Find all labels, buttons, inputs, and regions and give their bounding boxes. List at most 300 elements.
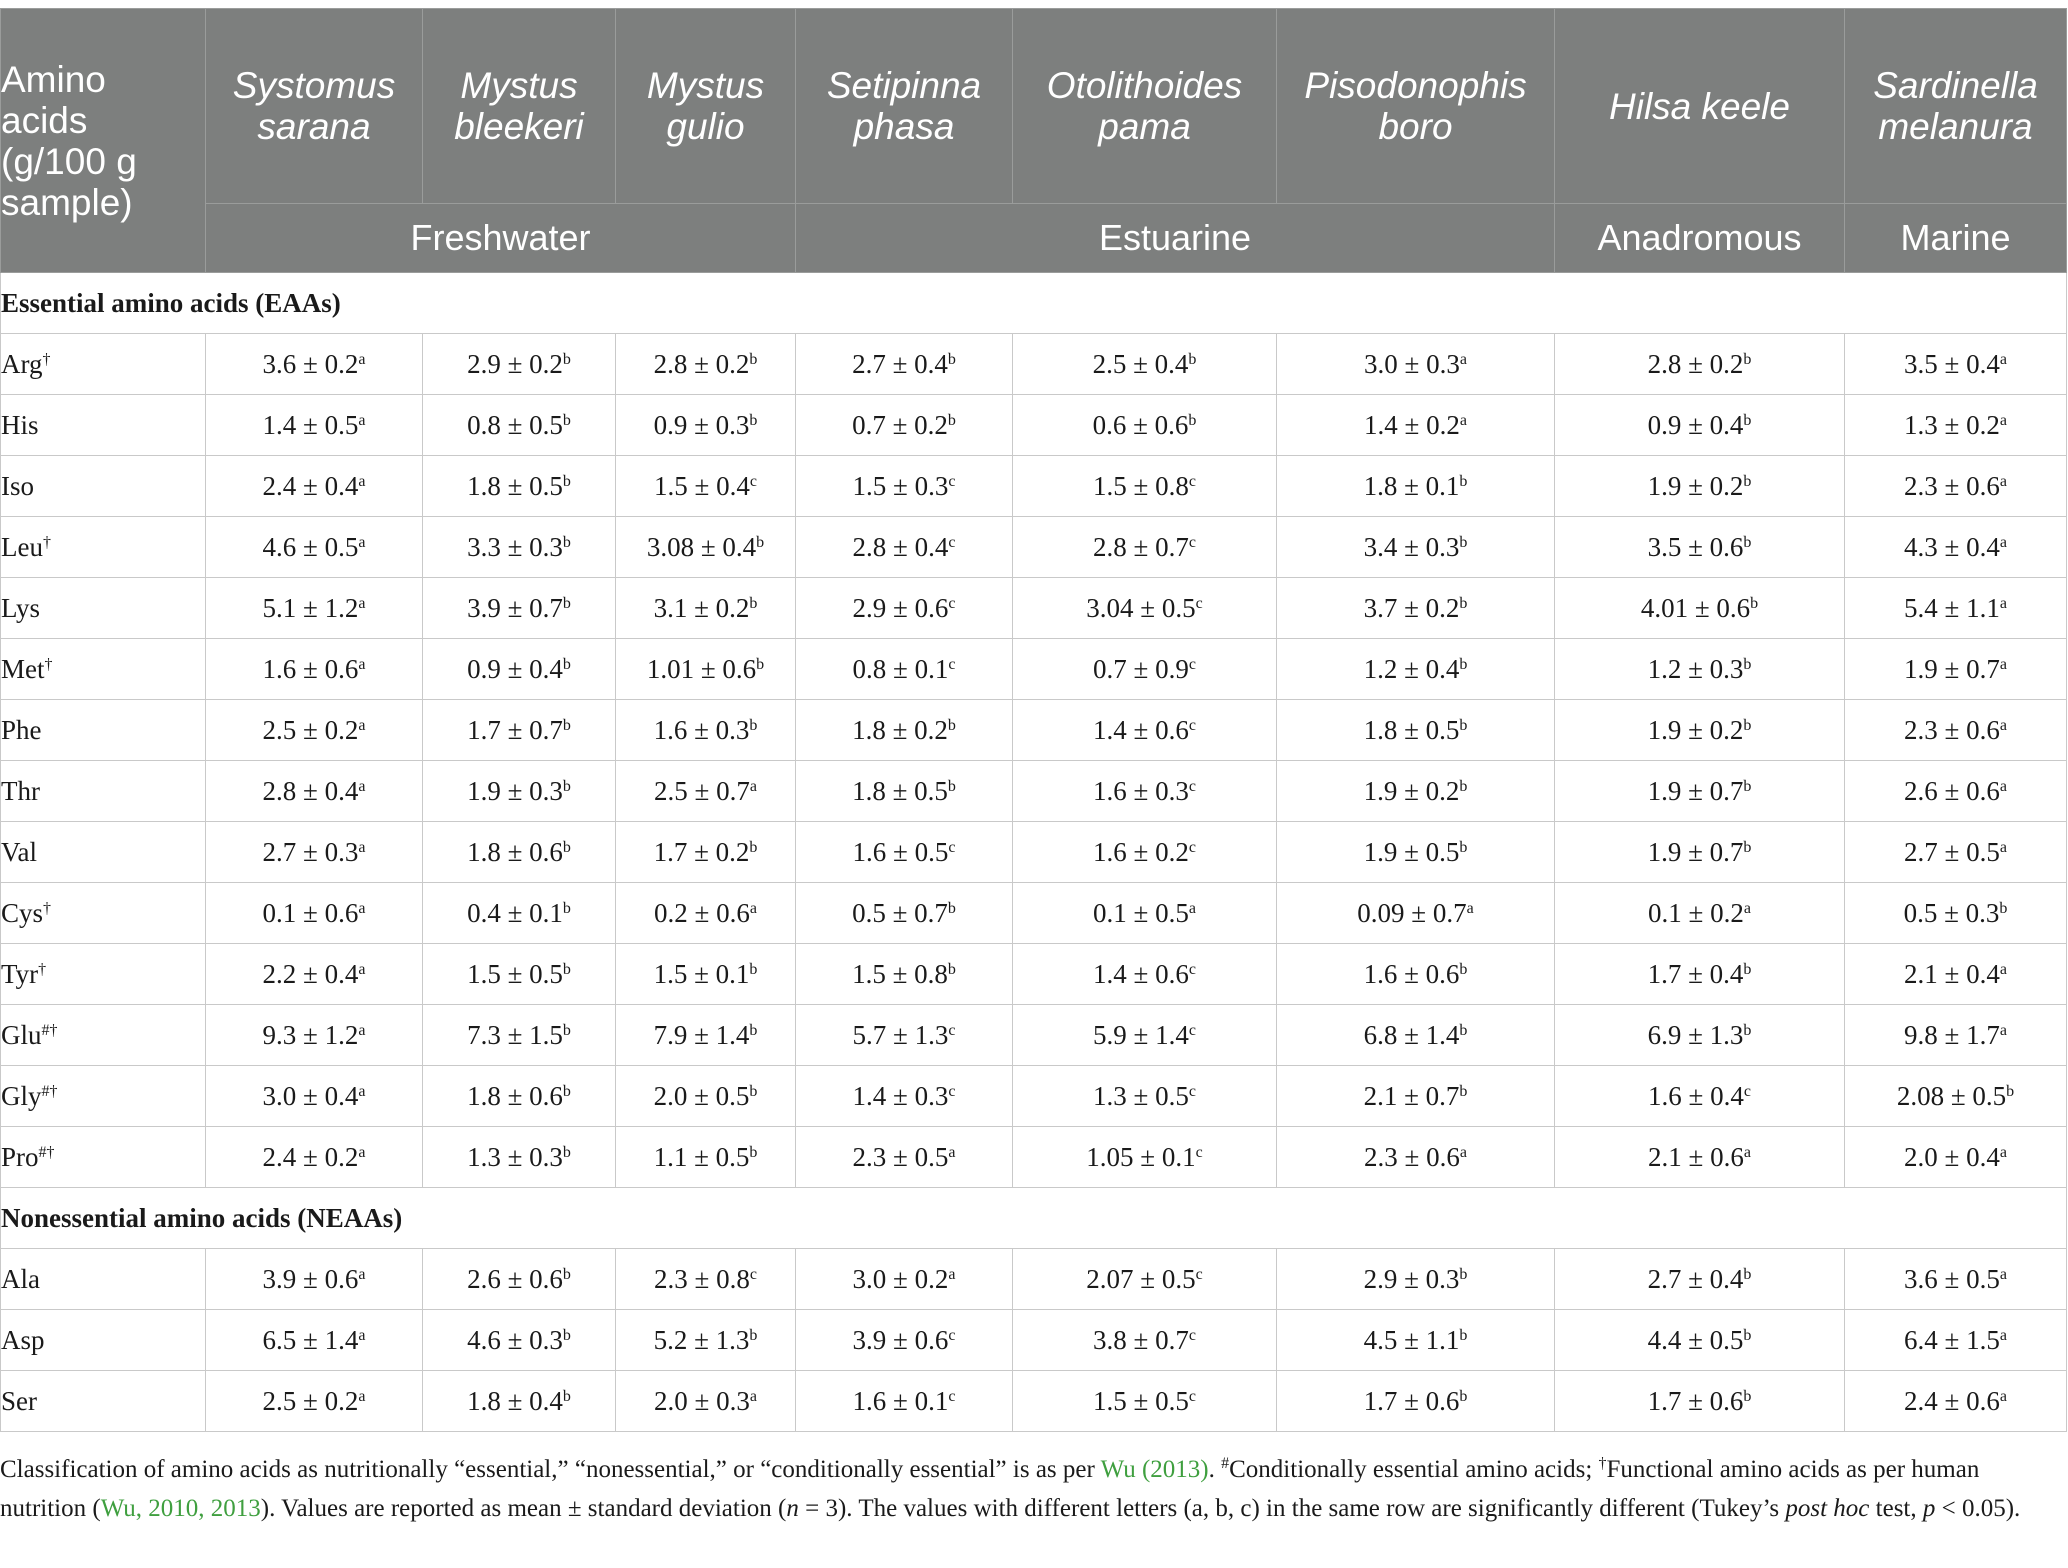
significance-letter: a (358, 899, 366, 917)
mean-sd-value: 2.9 ± 0.6 (852, 592, 949, 623)
significance-letter: b (562, 594, 571, 612)
value-cell (616, 517, 796, 578)
mean-sd-value: 1.5 ± 0.3 (852, 470, 949, 501)
value-cell (423, 761, 616, 822)
mean-sd-value: 3.08 ± 0.4 (646, 531, 757, 562)
mean-sd-value: 2.1 ± 0.7 (1363, 1080, 1460, 1111)
amino-acids-column-header: Amino acids (g/100 g sample) (1, 9, 206, 273)
mean-sd-value: 2.7 ± 0.4 (1647, 1263, 1744, 1294)
mean-sd-value: 2.7 ± 0.3 (262, 836, 359, 867)
mean-sd-value: 1.01 ± 0.6 (646, 653, 757, 684)
significance-letter: b (562, 1082, 571, 1100)
significance-letter: b (1459, 777, 1468, 795)
value-cell (1555, 1005, 1845, 1066)
value-cell (423, 395, 616, 456)
amino-acid-name: Pro (1, 1141, 39, 1172)
value-cell (423, 1127, 616, 1188)
significance-letter: a (1188, 899, 1196, 917)
mean-sd-value: 0.7 ± 0.2 (852, 409, 948, 440)
amino-acid-cell (1, 1066, 206, 1127)
section-title: Essential amino acids (EAAs) (1, 273, 2067, 334)
significance-letter: b (562, 960, 571, 978)
significance-letter: c (948, 838, 956, 856)
value-cell (423, 456, 616, 517)
value-cell (616, 334, 796, 395)
mean-sd-value: 9.3 ± 1.2 (262, 1019, 359, 1050)
value-cell (796, 1249, 1013, 1310)
value-cell (206, 334, 423, 395)
significance-letter: c (948, 594, 956, 612)
mean-sd-value: 6.9 ± 1.3 (1647, 1019, 1744, 1050)
species-header-otolithoides-pama: Otolithoides pama (1013, 9, 1277, 204)
significance-letter: b (562, 1387, 571, 1405)
significance-letter: b (1459, 1265, 1468, 1283)
mean-sd-value: 2.07 ± 0.5 (1086, 1263, 1196, 1294)
value-cell (206, 1005, 423, 1066)
amino-acid-name: Val (1, 836, 37, 867)
significance-letter: a (749, 777, 757, 795)
value-cell (1845, 395, 2067, 456)
significance-letter: b (562, 411, 571, 429)
mean-sd-value: 2.4 ± 0.4 (262, 470, 359, 501)
value-cell (1845, 1249, 2067, 1310)
value-cell (1277, 334, 1555, 395)
significance-letter: b (1459, 960, 1468, 978)
mean-sd-value: 1.8 ± 0.2 (852, 714, 948, 745)
significance-letter: a (1999, 533, 2007, 551)
significance-letter: b (1743, 1021, 1752, 1039)
value-cell (1277, 395, 1555, 456)
mean-sd-value: 0.9 ± 0.3 (653, 409, 750, 440)
value-cell (1013, 456, 1277, 517)
mean-sd-value: 3.9 ± 0.6 (262, 1263, 359, 1294)
amino-acid-mark: #† (38, 1143, 55, 1161)
habitat-anadromous: Anadromous (1555, 204, 1845, 273)
value-cell (206, 944, 423, 1005)
value-cell (616, 1005, 796, 1066)
mean-sd-value: 2.3 ± 0.5 (852, 1141, 949, 1172)
value-cell (1013, 395, 1277, 456)
value-cell (1555, 944, 1845, 1005)
amino-acid-name: Ser (1, 1385, 37, 1416)
significance-letter: b (562, 1021, 571, 1039)
significance-letter: a (1999, 716, 2007, 734)
value-cell (206, 1066, 423, 1127)
significance-letter: a (358, 777, 366, 795)
mean-sd-value: 2.8 ± 0.4 (852, 531, 949, 562)
species-header-setipinna-phasa: Setipinna phasa (796, 9, 1013, 204)
value-cell (1277, 761, 1555, 822)
mean-sd-value: 0.7 ± 0.9 (1093, 653, 1189, 684)
mean-sd-value: 3.04 ± 0.5 (1086, 592, 1196, 623)
value-cell (423, 639, 616, 700)
table-row (1, 1249, 2067, 1310)
value-cell (616, 761, 796, 822)
mean-sd-value: 1.7 ± 0.4 (1647, 958, 1744, 989)
value-cell (1277, 1127, 1555, 1188)
amino-acid-cell (1, 761, 206, 822)
section-header-row (1, 1188, 2067, 1249)
mean-sd-value: 1.9 ± 0.5 (1363, 836, 1460, 867)
mean-sd-value: 3.3 ± 0.3 (467, 531, 563, 562)
species-header-sardinella-melanura: Sardinella melanura (1845, 9, 2067, 204)
value-cell (796, 822, 1013, 883)
table-row (1, 334, 2067, 395)
mean-sd-value: 4.6 ± 0.5 (262, 531, 359, 562)
value-cell (1555, 1066, 1845, 1127)
value-cell (1277, 944, 1555, 1005)
mean-sd-value: 2.2 ± 0.4 (262, 958, 359, 989)
mean-sd-value: 1.5 ± 0.5 (1093, 1385, 1189, 1416)
value-cell (1555, 1249, 1845, 1310)
value-cell (206, 1127, 423, 1188)
significance-letter: b (562, 1326, 571, 1344)
value-cell (1845, 761, 2067, 822)
amino-acid-name: Lys (1, 592, 41, 623)
value-cell (1555, 883, 1845, 944)
mean-sd-value: 0.8 ± 0.5 (467, 409, 563, 440)
significance-letter: a (1999, 594, 2007, 612)
footnote-text: . (1208, 1456, 1222, 1483)
value-cell (1555, 578, 1845, 639)
mean-sd-value: 7.9 ± 1.4 (653, 1019, 750, 1050)
amino-acid-cell (1, 395, 206, 456)
significance-letter: c (1195, 594, 1203, 612)
mean-sd-value: 1.3 ± 0.2 (1904, 409, 2000, 440)
value-cell (1277, 883, 1555, 944)
value-cell (796, 761, 1013, 822)
significance-letter: b (947, 716, 956, 734)
amino-acid-mark: † (42, 350, 51, 368)
value-cell (1013, 883, 1277, 944)
mean-sd-value: 1.6 ± 0.4 (1648, 1080, 1744, 1111)
value-cell (1277, 517, 1555, 578)
mean-sd-value: 1.8 ± 0.5 (1363, 714, 1460, 745)
significance-letter: b (1743, 533, 1752, 551)
value-cell (616, 1127, 796, 1188)
significance-letter: a (1743, 1143, 1751, 1161)
amino-acid-cell (1, 1310, 206, 1371)
value-cell (423, 1371, 616, 1432)
amino-acid-cell (1, 517, 206, 578)
mean-sd-value: 2.0 ± 0.4 (1904, 1141, 2000, 1172)
significance-letter: a (358, 350, 366, 368)
section-header-row (1, 273, 2067, 334)
mean-sd-value: 3.5 ± 0.6 (1647, 531, 1744, 562)
value-cell (206, 1249, 423, 1310)
significance-letter: b (1743, 472, 1752, 490)
significance-letter: c (1195, 1265, 1203, 1283)
mean-sd-value: 3.7 ± 0.2 (1363, 592, 1460, 623)
habitat-header-row (1, 204, 2067, 273)
amino-acid-name: Ala (1, 1263, 40, 1294)
significance-letter: b (562, 1265, 571, 1283)
significance-letter: a (358, 1265, 366, 1283)
significance-letter: c (1188, 777, 1196, 795)
mean-sd-value: 0.6 ± 0.6 (1092, 409, 1189, 440)
mean-sd-value: 3.6 ± 0.2 (262, 348, 359, 379)
mean-sd-value: 0.2 ± 0.6 (654, 897, 750, 928)
mean-sd-value: 0.9 ± 0.4 (1647, 409, 1744, 440)
amino-acid-cell (1, 700, 206, 761)
significance-letter: c (948, 1082, 956, 1100)
significance-letter: a (1466, 899, 1474, 917)
mean-sd-value: 1.2 ± 0.3 (1647, 653, 1744, 684)
footnote-citation-link[interactable]: Wu, 2010, 2013 (100, 1495, 261, 1522)
significance-letter: b (1743, 655, 1752, 673)
value-cell (1013, 1310, 1277, 1371)
amino-acid-mark: #† (41, 1082, 58, 1100)
mean-sd-value: 4.5 ± 1.1 (1363, 1324, 1460, 1355)
value-cell (1277, 822, 1555, 883)
significance-letter: a (948, 1143, 956, 1161)
amino-acid-mark: † (38, 960, 47, 978)
species-header-mystus-gulio: Mystus gulio (616, 9, 796, 204)
mean-sd-value: 1.6 ± 0.5 (852, 836, 949, 867)
value-cell (423, 1005, 616, 1066)
mean-sd-value: 1.9 ± 0.2 (1647, 714, 1744, 745)
value-cell (423, 1249, 616, 1310)
significance-letter: c (749, 1265, 757, 1283)
amino-acid-name: Gly (1, 1080, 42, 1111)
mean-sd-value: 5.1 ± 1.2 (262, 592, 359, 623)
mean-sd-value: 1.4 ± 0.5 (262, 409, 359, 440)
value-cell (1555, 1371, 1845, 1432)
amino-acid-cell (1, 944, 206, 1005)
value-cell (423, 822, 616, 883)
significance-letter: c (1188, 655, 1196, 673)
footnote-italic-p: p (1922, 1495, 1936, 1522)
amino-acid-cell (1, 883, 206, 944)
mean-sd-value: 1.8 ± 0.1 (1363, 470, 1460, 501)
significance-letter: b (1999, 899, 2008, 917)
significance-letter: a (1999, 960, 2007, 978)
mean-sd-value: 3.9 ± 0.7 (467, 592, 563, 623)
mean-sd-value: 9.8 ± 1.7 (1904, 1019, 2000, 1050)
significance-letter: a (358, 716, 366, 734)
significance-letter: b (749, 411, 758, 429)
value-cell (1013, 517, 1277, 578)
significance-letter: c (948, 533, 956, 551)
significance-letter: a (358, 960, 366, 978)
mean-sd-value: 5.9 ± 1.4 (1093, 1019, 1189, 1050)
significance-letter: a (358, 655, 366, 673)
mean-sd-value: 2.8 ± 0.4 (262, 775, 359, 806)
mean-sd-value: 4.6 ± 0.3 (467, 1324, 563, 1355)
significance-letter: b (1459, 594, 1468, 612)
value-cell (1013, 334, 1277, 395)
mean-sd-value: 1.4 ± 0.2 (1364, 409, 1460, 440)
value-cell (1845, 639, 2067, 700)
footnote-citation-link[interactable]: Wu (2013) (1100, 1456, 1209, 1483)
significance-letter: c (1188, 960, 1196, 978)
significance-letter: b (562, 838, 571, 856)
value-cell (796, 456, 1013, 517)
value-cell (1013, 578, 1277, 639)
footnote-text: Conditionally essential amino acids; (1229, 1456, 1599, 1483)
value-cell (1277, 1066, 1555, 1127)
mean-sd-value: 1.6 ± 0.3 (653, 714, 750, 745)
significance-letter: a (1459, 350, 1467, 368)
mean-sd-value: 2.0 ± 0.5 (653, 1080, 750, 1111)
significance-letter: b (947, 411, 956, 429)
mean-sd-value: 1.5 ± 0.4 (654, 470, 750, 501)
value-cell (206, 1310, 423, 1371)
value-cell (616, 822, 796, 883)
value-cell (1555, 639, 1845, 700)
value-cell (1555, 761, 1845, 822)
value-cell (206, 883, 423, 944)
value-cell (423, 517, 616, 578)
amino-acid-cell (1, 1249, 206, 1310)
mean-sd-value: 1.5 ± 0.8 (1093, 470, 1189, 501)
significance-letter: c (1188, 716, 1196, 734)
mean-sd-value: 0.1 ± 0.2 (1648, 897, 1744, 928)
significance-letter: b (1743, 350, 1752, 368)
mean-sd-value: 0.4 ± 0.1 (467, 897, 563, 928)
value-cell (796, 334, 1013, 395)
significance-letter: a (358, 472, 366, 490)
significance-letter: b (562, 655, 571, 673)
significance-letter: c (1188, 1387, 1196, 1405)
species-header-hilsa-keele: Hilsa keele (1555, 9, 1845, 204)
significance-letter: c (948, 1326, 956, 1344)
significance-letter: b (749, 1326, 758, 1344)
table-row (1, 456, 2067, 517)
mean-sd-value: 0.5 ± 0.3 (1903, 897, 2000, 928)
significance-letter: a (358, 411, 366, 429)
significance-letter: c (948, 1387, 956, 1405)
species-header-row (1, 9, 2067, 204)
value-cell (206, 578, 423, 639)
mean-sd-value: 3.6 ± 0.5 (1904, 1263, 2000, 1294)
value-cell (796, 883, 1013, 944)
value-cell (1555, 700, 1845, 761)
value-cell (206, 761, 423, 822)
value-cell (1013, 761, 1277, 822)
significance-letter: b (749, 838, 758, 856)
value-cell (1845, 822, 2067, 883)
value-cell (796, 1310, 1013, 1371)
value-cell (796, 578, 1013, 639)
significance-letter: b (562, 777, 571, 795)
amino-acid-name: Phe (1, 714, 42, 745)
value-cell (1277, 1005, 1555, 1066)
significance-letter: a (1999, 411, 2007, 429)
mean-sd-value: 2.6 ± 0.6 (467, 1263, 563, 1294)
significance-letter: a (358, 838, 366, 856)
significance-letter: b (1743, 777, 1752, 795)
value-cell (616, 1371, 796, 1432)
amino-acid-cell (1, 334, 206, 395)
significance-letter: a (1999, 1143, 2007, 1161)
mean-sd-value: 1.5 ± 0.1 (653, 958, 750, 989)
value-cell (616, 700, 796, 761)
significance-letter: a (1999, 838, 2007, 856)
significance-letter: a (1999, 1326, 2007, 1344)
significance-letter: b (1459, 655, 1468, 673)
amino-acid-name: Met (1, 653, 45, 684)
value-cell (796, 395, 1013, 456)
significance-letter: b (1459, 1082, 1468, 1100)
value-cell (1555, 395, 1845, 456)
significance-letter: b (1459, 1021, 1468, 1039)
significance-letter: a (1459, 411, 1467, 429)
significance-letter: b (749, 1082, 758, 1100)
mean-sd-value: 5.2 ± 1.3 (653, 1324, 750, 1355)
mean-sd-value: 1.4 ± 0.3 (852, 1080, 949, 1111)
mean-sd-value: 3.8 ± 0.7 (1093, 1324, 1189, 1355)
significance-letter: c (749, 472, 757, 490)
mean-sd-value: 2.4 ± 0.2 (262, 1141, 359, 1172)
mean-sd-value: 1.8 ± 0.6 (467, 1080, 563, 1111)
value-cell (206, 395, 423, 456)
section-title: Nonessential amino acids (NEAAs) (1, 1188, 2067, 1249)
significance-letter: a (358, 1326, 366, 1344)
value-cell (1555, 822, 1845, 883)
mean-sd-value: 4.4 ± 0.5 (1647, 1324, 1744, 1355)
value-cell (616, 1066, 796, 1127)
mean-sd-value: 1.9 ± 0.7 (1904, 653, 2000, 684)
significance-letter: b (562, 472, 571, 490)
table-row (1, 395, 2067, 456)
footnote-text: ). Values are reported as mean ± standard deviation ( (260, 1495, 787, 1522)
mean-sd-value: 0.5 ± 0.7 (852, 897, 948, 928)
value-cell (1277, 456, 1555, 517)
value-cell (796, 1066, 1013, 1127)
mean-sd-value: 1.9 ± 0.7 (1647, 775, 1744, 806)
footnote-dagger-mark: † (1598, 1455, 1607, 1472)
significance-letter: a (1999, 1387, 2007, 1405)
significance-letter: a (1999, 1265, 2007, 1283)
mean-sd-value: 2.08 ± 0.5 (1896, 1080, 2007, 1111)
mean-sd-value: 1.2 ± 0.4 (1363, 653, 1460, 684)
table-row (1, 761, 2067, 822)
value-cell (1555, 334, 1845, 395)
amino-acid-cell (1, 822, 206, 883)
amino-acid-name: His (1, 409, 39, 440)
table-row (1, 883, 2067, 944)
mean-sd-value: 2.5 ± 0.4 (1092, 348, 1189, 379)
amino-acid-name: Arg (1, 348, 43, 379)
amino-acid-mark: † (43, 899, 52, 917)
value-cell (423, 1066, 616, 1127)
table-row (1, 1127, 2067, 1188)
significance-letter: b (562, 350, 571, 368)
significance-letter: b (1459, 838, 1468, 856)
significance-letter: b (1743, 838, 1752, 856)
value-cell (616, 883, 796, 944)
mean-sd-value: 3.0 ± 0.2 (852, 1263, 949, 1294)
significance-letter: b (947, 960, 956, 978)
significance-letter: b (1743, 716, 1752, 734)
mean-sd-value: 2.3 ± 0.6 (1904, 714, 2000, 745)
value-cell (1013, 1005, 1277, 1066)
mean-sd-value: 2.3 ± 0.8 (654, 1263, 750, 1294)
footnote-text: test, (1869, 1495, 1923, 1522)
habitat-estuarine: Estuarine (796, 204, 1555, 273)
mean-sd-value: 2.7 ± 0.5 (1904, 836, 2000, 867)
value-cell (1277, 700, 1555, 761)
significance-letter: b (749, 350, 758, 368)
mean-sd-value: 2.8 ± 0.7 (1093, 531, 1189, 562)
mean-sd-value: 1.6 ± 0.6 (262, 653, 359, 684)
significance-letter: b (749, 594, 758, 612)
significance-letter: a (1999, 1021, 2007, 1039)
footnote-text: Classification of amino acids as nutritionally “essential,” “nonessential,” or “conditionally essential” is as per (0, 1456, 1101, 1483)
significance-letter: c (948, 1021, 956, 1039)
footnote-italic-posthoc: post hoc (1785, 1495, 1870, 1522)
